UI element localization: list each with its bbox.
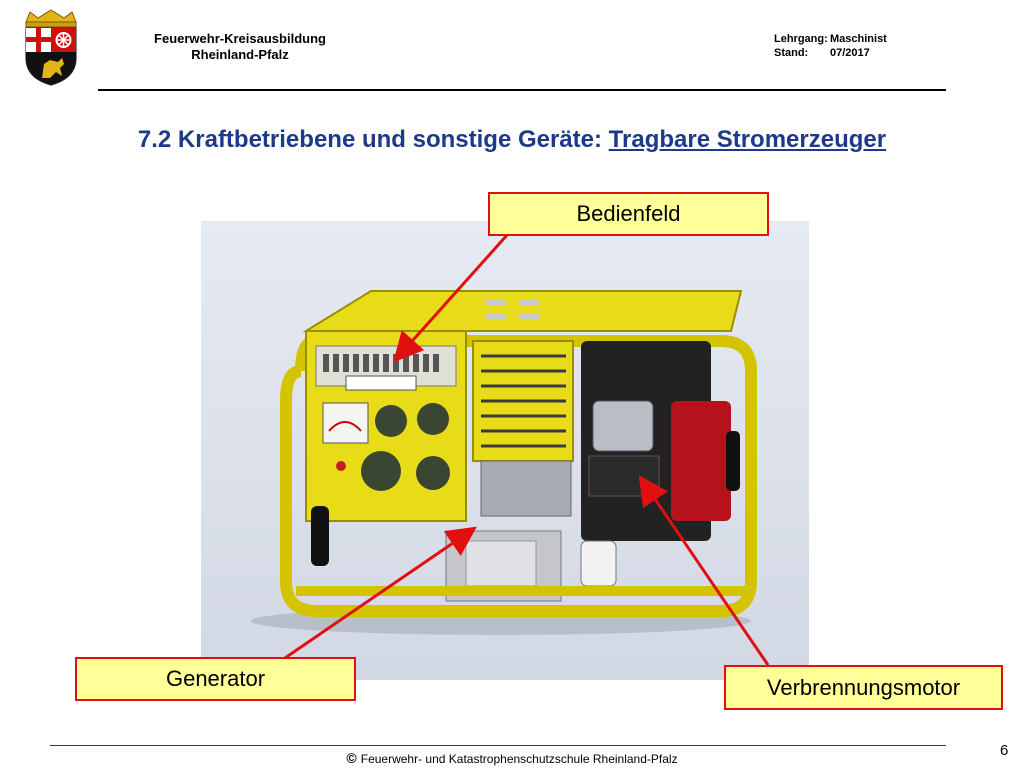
page-number: 6	[1000, 742, 1009, 759]
footer-text: Feuerwehr- und Katastrophenschutzschule Rheinland-Pfalz	[360, 752, 678, 766]
header-divider	[98, 89, 946, 91]
course-label: Lehrgang:	[774, 33, 828, 45]
slide-title	[0, 126, 1024, 154]
title-underlined: Tragbare Stromerzeuger	[608, 126, 887, 153]
title-prefix: 7.2 Kraftbetriebene und sonstige Geräte:	[137, 126, 609, 153]
copyright-icon: ©	[346, 750, 357, 766]
org-line-2: Rheinland-Pfalz	[191, 47, 289, 62]
generator-photo	[201, 221, 809, 680]
rheinland-pfalz-crest-icon	[20, 8, 82, 86]
course-value: Maschinist	[830, 33, 887, 45]
callout-generator: Generator	[75, 657, 356, 701]
footer-divider	[50, 745, 946, 746]
callout-verbrennungsmotor: Verbrennungsmotor	[724, 665, 1003, 710]
course-info	[774, 32, 887, 60]
footer	[0, 750, 1024, 766]
org-line-1: Feuerwehr-Kreisausbildung	[154, 31, 326, 46]
stand-value: 07/2017	[830, 47, 870, 59]
callout-bedienfeld: Bedienfeld	[488, 192, 769, 236]
organization-name	[120, 31, 360, 63]
stand-label: Stand:	[774, 47, 809, 59]
